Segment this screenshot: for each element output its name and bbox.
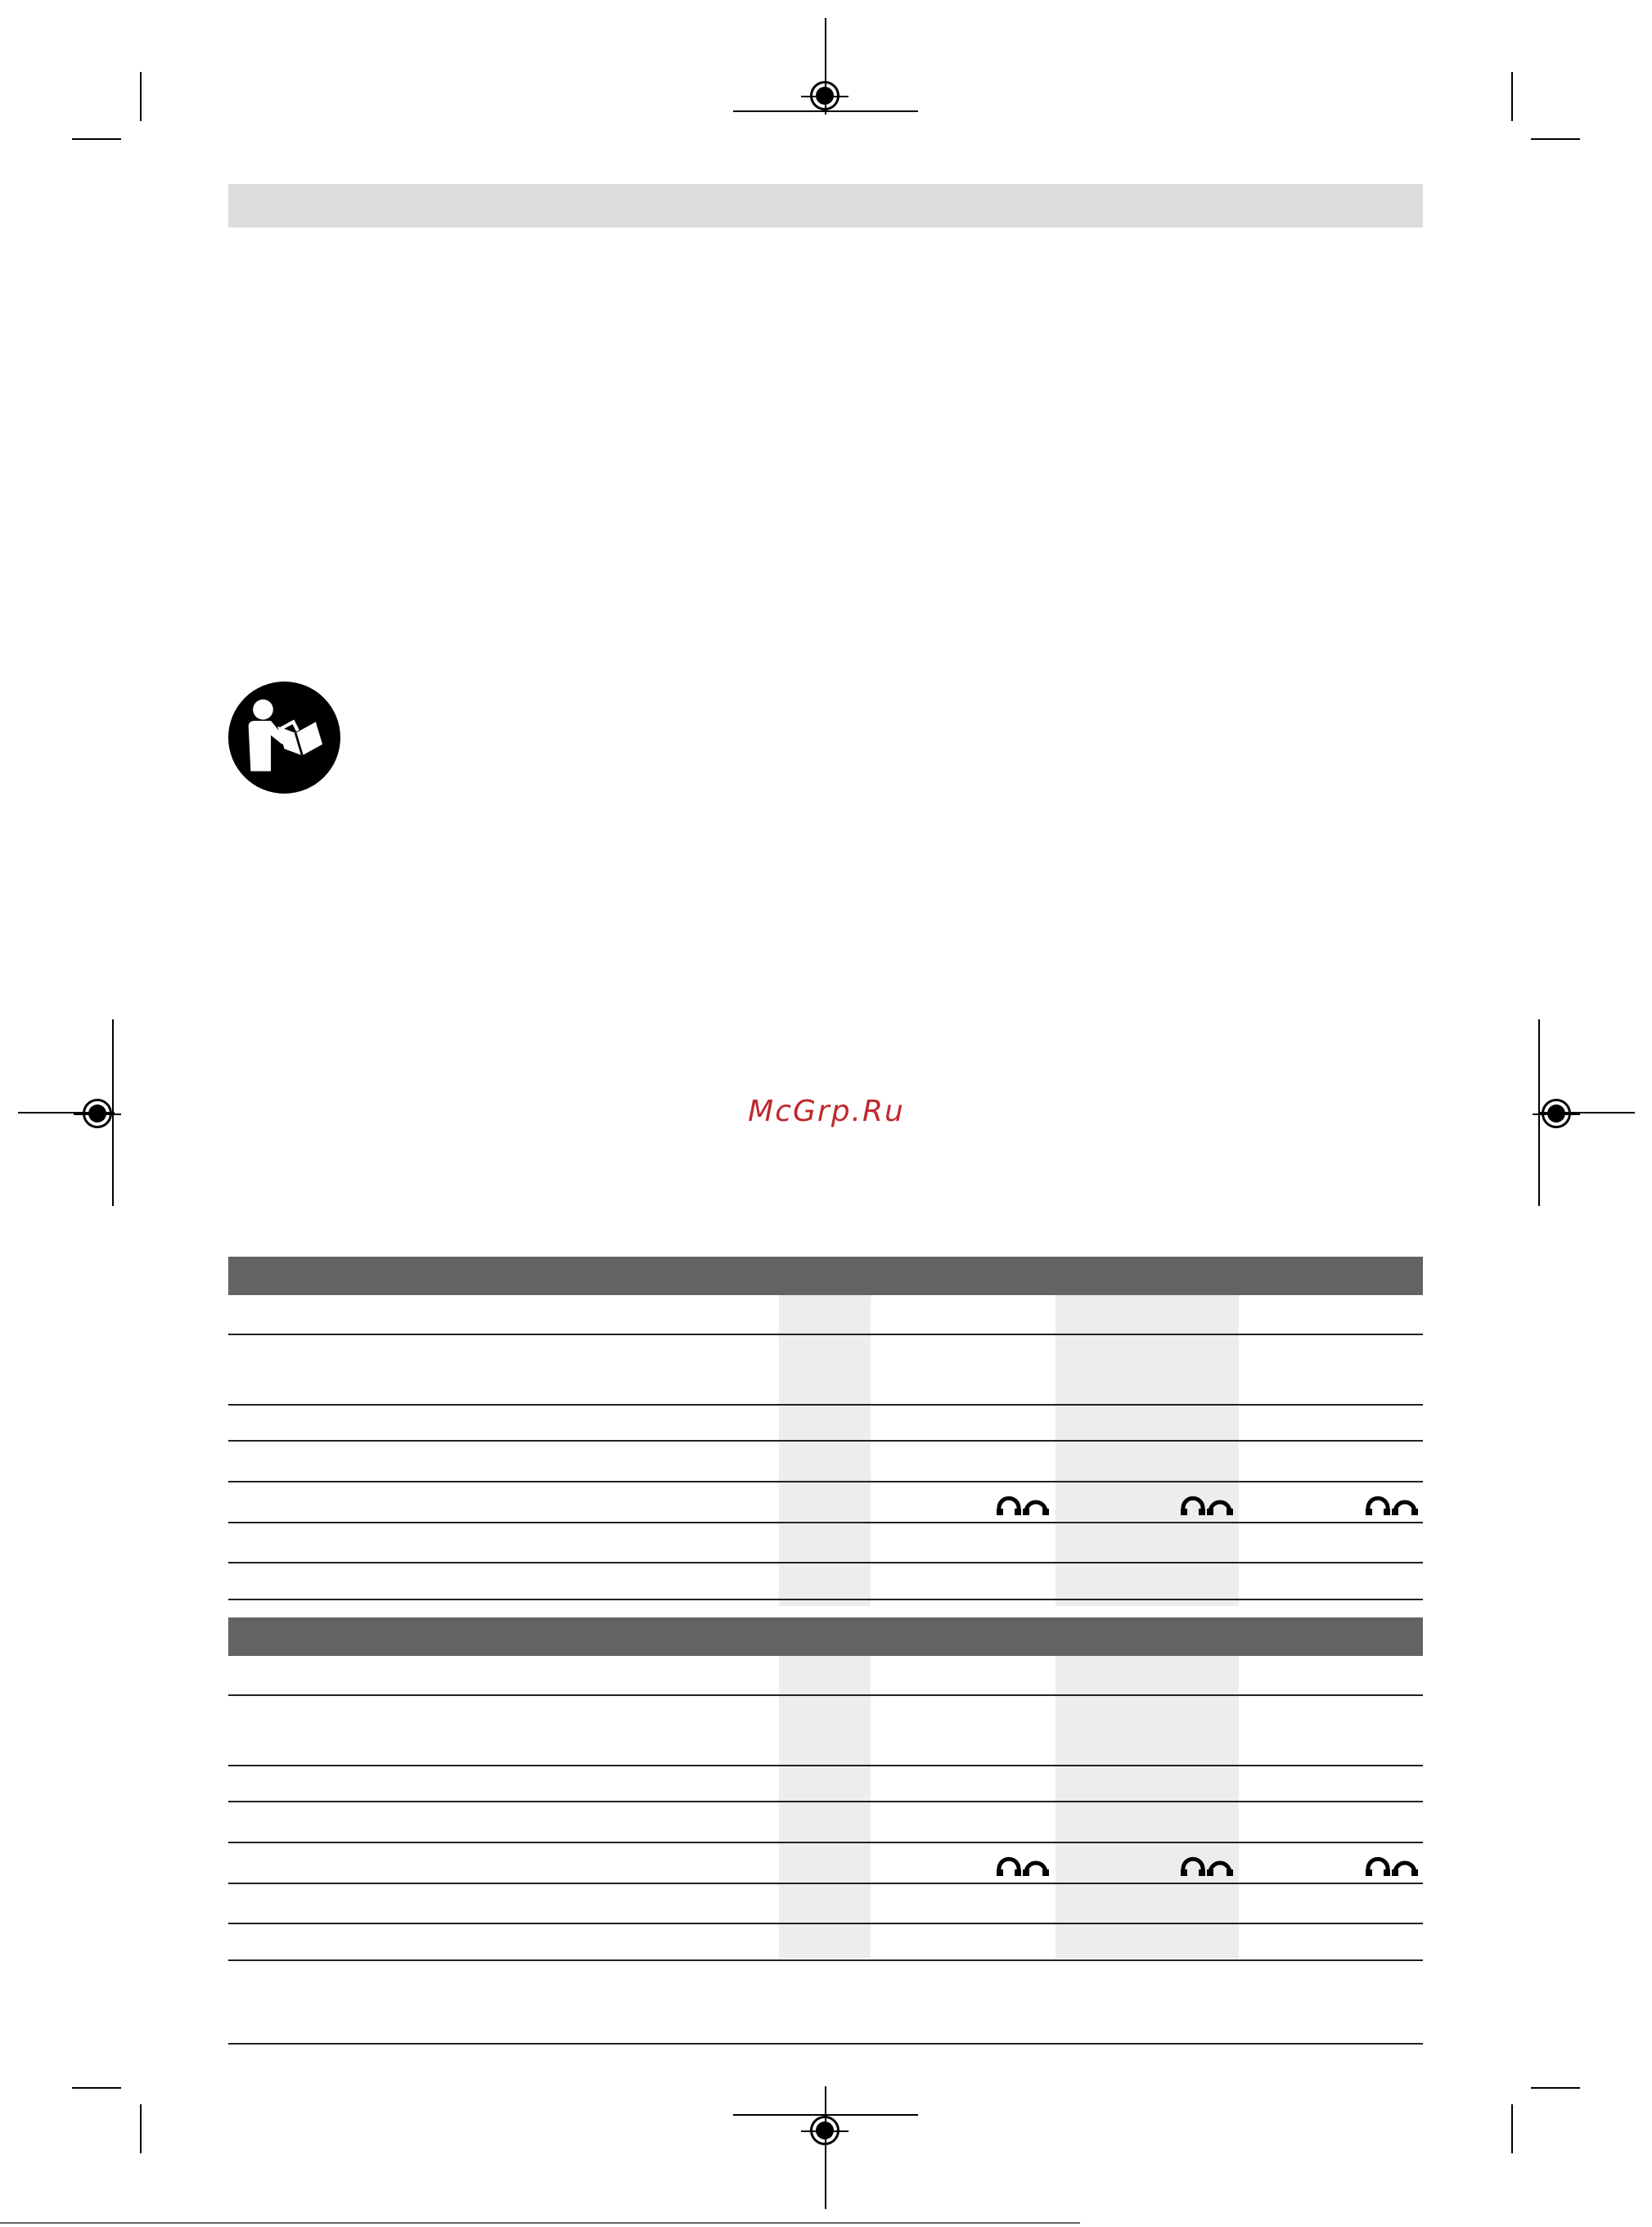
row-divider bbox=[228, 1334, 1423, 1335]
crop-mark bbox=[1511, 72, 1513, 121]
row-divider bbox=[228, 1801, 1423, 1802]
row-divider bbox=[228, 1599, 1423, 1600]
ear-protection-icon bbox=[1364, 1851, 1421, 1879]
row-divider bbox=[228, 1440, 1423, 1442]
row-divider bbox=[228, 1404, 1423, 1406]
registration-line bbox=[825, 2086, 826, 2209]
ear-protection-icon bbox=[1179, 1851, 1236, 1879]
crop-mark bbox=[1511, 2104, 1513, 2153]
row-divider bbox=[228, 1562, 1423, 1563]
shaded-column bbox=[1056, 1295, 1239, 1606]
registration-mark-icon bbox=[1542, 1099, 1571, 1128]
footer-strip bbox=[0, 2222, 1080, 2224]
crop-mark bbox=[1531, 138, 1580, 140]
row-divider bbox=[228, 1923, 1423, 1924]
spec-table-1 bbox=[228, 1257, 1423, 1600]
row-divider bbox=[228, 1694, 1423, 1696]
spec-table-2 bbox=[228, 1617, 1423, 1961]
crop-mark bbox=[1531, 2087, 1580, 2089]
row-divider bbox=[228, 1842, 1423, 1843]
ear-protection-icon bbox=[995, 1491, 1052, 1518]
registration-line bbox=[733, 110, 918, 112]
row-divider bbox=[228, 1883, 1423, 1884]
crop-mark bbox=[140, 72, 142, 121]
row-divider bbox=[228, 1481, 1423, 1482]
shaded-column bbox=[779, 1656, 871, 1959]
registration-mark-icon bbox=[810, 2116, 840, 2145]
ear-protection-icon bbox=[1364, 1491, 1421, 1518]
header-band bbox=[228, 184, 1423, 227]
row-divider bbox=[228, 1959, 1423, 1961]
shaded-column bbox=[779, 1295, 871, 1606]
crop-mark bbox=[72, 138, 121, 140]
registration-mark-icon bbox=[83, 1099, 112, 1128]
ear-protection-icon bbox=[995, 1851, 1052, 1879]
read-manual-icon bbox=[228, 682, 340, 794]
watermark: McGrp.Ru bbox=[748, 1095, 905, 1128]
registration-mark-icon bbox=[810, 81, 840, 110]
crop-mark bbox=[140, 2104, 142, 2153]
ear-protection-icon bbox=[1179, 1491, 1236, 1518]
shaded-column bbox=[1056, 1656, 1239, 1959]
row-divider bbox=[228, 1522, 1423, 1523]
footnote-rule bbox=[228, 2043, 1423, 2045]
table-header bbox=[228, 1257, 1423, 1295]
row-divider bbox=[228, 1765, 1423, 1766]
crop-mark bbox=[72, 2087, 121, 2089]
table-header bbox=[228, 1617, 1423, 1656]
